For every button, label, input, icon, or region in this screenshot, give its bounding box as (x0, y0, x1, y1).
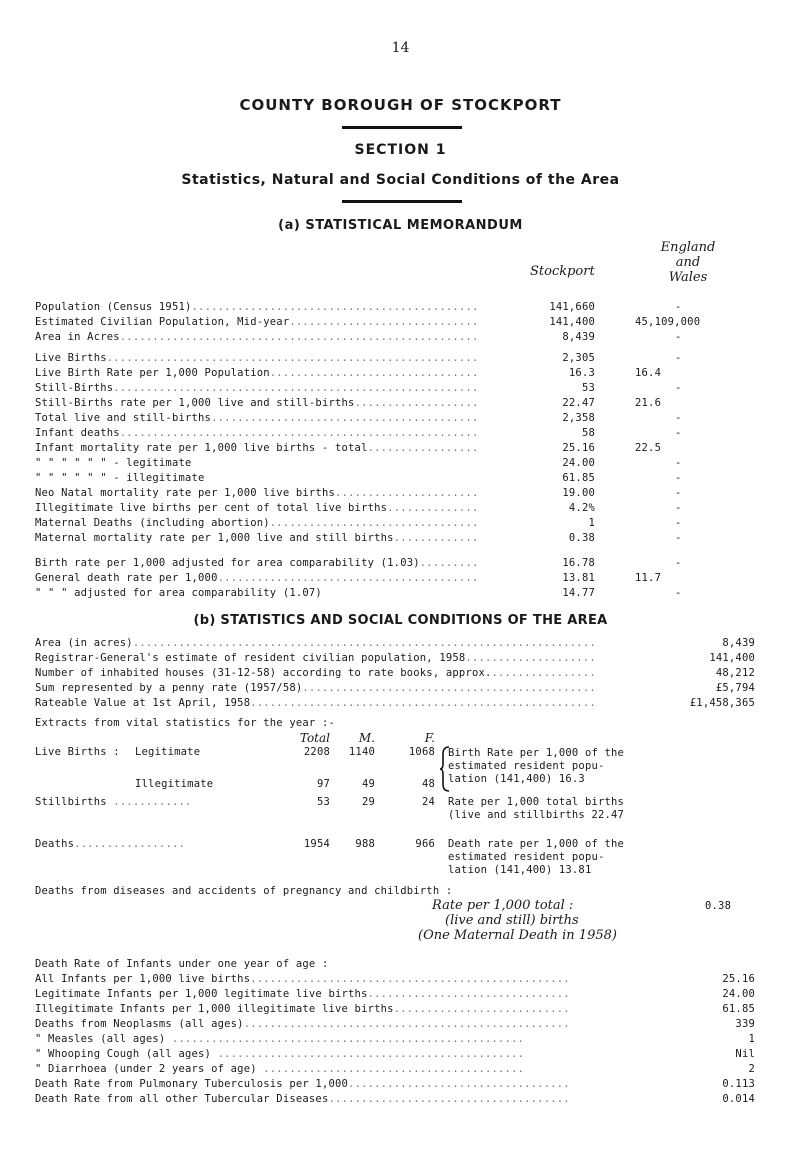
stockport-value: 24.00 (562, 457, 595, 469)
row-label: Registrar-General's estimate of resident civilian population, 1958.................... (35, 652, 596, 664)
infant-row (35, 1063, 755, 1077)
row-label: Area (in acres)....................................................................... (35, 637, 596, 649)
deaths-total: 1954 (303, 838, 330, 850)
row-label: Death Rate from all other Tubercular Diseases..................................... (35, 1093, 570, 1105)
page-number: 14 (391, 40, 410, 56)
england-value: - (675, 352, 682, 364)
row-label: Illegitimate Infants per 1,000 illegitimate live births........................... (35, 1003, 570, 1015)
england-value: - (675, 412, 682, 424)
memo-row (35, 316, 755, 330)
stockport-value: 2,358 (562, 412, 595, 424)
pregnancy-rate-value: 0.38 (705, 900, 732, 912)
stillbirths-label: Stillbirths ............ (35, 796, 192, 808)
infant-row (35, 973, 755, 987)
still-m: 29 (361, 796, 375, 808)
england-value: - (675, 427, 682, 439)
memo-label: " " " " " " - illegitimate (35, 472, 205, 484)
col-f: F. (424, 731, 435, 745)
subtitle-rule (342, 200, 462, 203)
col-stockport: Stockport (530, 264, 595, 279)
england-value: 45,109,000 (635, 316, 701, 328)
row-value: 25.16 (722, 973, 755, 985)
pregnancy-line-3: (One Maternal Death in 1958) (418, 928, 617, 943)
row-label: Number of inhabited houses (31-12-58) according to rate books, approx................. (35, 667, 596, 679)
stockport-value: 16.78 (562, 557, 595, 569)
infant-row (35, 1078, 755, 1092)
england-value: - (675, 382, 682, 394)
memo-label: Infant mortality rate per 1,000 live births - total................. (35, 442, 479, 454)
stockport-value: 0.38 (568, 532, 595, 544)
note-death-rate: Death rate per 1,000 of the estimated resident popu- lation (141,400) 13.81 (448, 838, 625, 876)
stockport-value: 1 (588, 517, 595, 529)
england-value: - (675, 301, 682, 313)
illegitimate-label: Illegitimate (135, 778, 214, 790)
memo-label: Neo Natal mortality rate per 1,000 live births...................... (35, 487, 479, 499)
row-value: 0.113 (722, 1078, 755, 1090)
england-value: 22.5 (635, 442, 662, 454)
memo-row (35, 557, 755, 571)
memo-label: Infant deaths....................................................... (35, 427, 479, 439)
row-label: Deaths from Neoplasms (all ages).................................................. (35, 1018, 570, 1030)
infant-row (35, 1093, 755, 1107)
col-england-3: Wales (668, 270, 708, 285)
legit-m: 1140 (348, 746, 375, 758)
extract-row-stillbirths (0, 796, 801, 810)
memo-row (35, 587, 755, 601)
memo-label: Total live and still-births......................................... (35, 412, 479, 424)
memo-row (35, 487, 755, 501)
memo-label: Illegitimate live births per cent of total live births.............. (35, 502, 479, 514)
live-births-label: Live Births : (35, 746, 120, 758)
stockport-value: 141,660 (549, 301, 595, 313)
section-heading: SECTION 1 (354, 142, 447, 158)
infant-row (35, 1003, 755, 1017)
infant-row (35, 1033, 755, 1047)
deaths-m: 988 (355, 838, 375, 850)
memo-label: Still-Births rate per 1,000 live and still-births................... (35, 397, 479, 409)
memo-label: Maternal mortality rate per 1,000 live and still births............. (35, 532, 479, 544)
memo-label: Population (Census 1951)............................................ (35, 301, 479, 313)
row-label: " Measles (all ages) ...................................................... (35, 1033, 525, 1045)
extracts-intro: Extracts from vital statistics for the year :- (35, 717, 335, 729)
memo-label: General death rate per 1,000........................................ (35, 572, 479, 584)
page-title: COUNTY BOROUGH OF STOCKPORT (239, 96, 562, 114)
row-value: 48,212 (715, 667, 755, 679)
row-value: £5,794 (715, 682, 755, 694)
extract-row-deaths (0, 838, 801, 852)
memo-label: " " " " " " - legitimate (35, 457, 192, 469)
extract-row-illegitimate (0, 778, 801, 792)
row-value: 0.014 (722, 1093, 755, 1105)
memo-row (35, 517, 755, 531)
infant-row (35, 988, 755, 1002)
memo-row (35, 427, 755, 441)
pregnancy-line-2: (live and still) births (445, 913, 579, 928)
memo-row (35, 382, 755, 396)
deaths-label: Deaths................. (35, 838, 186, 850)
memo-row (35, 502, 755, 516)
memo-row (35, 472, 755, 486)
still-f: 24 (421, 796, 435, 808)
stockport-value: 53 (581, 382, 595, 394)
memo-label: Live Birth Rate per 1,000 Population................................ (35, 367, 479, 379)
memo-row (35, 367, 755, 381)
part-b-row (35, 652, 755, 666)
memo-row (35, 331, 755, 345)
infant-row (35, 1018, 755, 1032)
row-label: Death Rate from Pulmonary Tuberculosis per 1,000.................................. (35, 1078, 570, 1090)
stockport-value: 14.77 (562, 587, 595, 599)
memo-label: Maternal Deaths (including abortion)................................ (35, 517, 479, 529)
memo-row (35, 572, 755, 586)
legitimate-label: Legitimate (135, 746, 201, 758)
stockport-value: 19.00 (562, 487, 595, 499)
note-birth-rate: Birth Rate per 1,000 of the estimated resident popu- lation (141,400) 16.3 (448, 747, 625, 785)
row-value: 339 (735, 1018, 755, 1030)
england-value: - (675, 502, 682, 514)
part-a-heading: (a) STATISTICAL MEMORANDUM (278, 218, 523, 233)
row-value: 8,439 (722, 637, 755, 649)
england-value: - (675, 557, 682, 569)
col-england-2: and (675, 255, 701, 270)
note-stillbirth-rate: Rate per 1,000 total births (live and stillbirths 22.47 (448, 796, 625, 821)
col-england-1: England (660, 240, 716, 255)
england-value: 16.4 (635, 367, 662, 379)
illegit-total: 97 (316, 778, 330, 790)
stockport-value: 2,305 (562, 352, 595, 364)
row-label: Legitimate Infants per 1,000 legitimate live births............................... (35, 988, 570, 1000)
england-value: - (675, 457, 682, 469)
part-b-row (35, 697, 755, 711)
extract-row-legitimate (0, 746, 801, 760)
england-value: - (675, 472, 682, 484)
england-value: 11.7 (635, 572, 662, 584)
row-label: " Whooping Cough (all ages) ............................................... (35, 1048, 525, 1060)
row-label: " Diarrhoea (under 2 years of age) ........................................ (35, 1063, 525, 1075)
row-value: Nil (735, 1048, 755, 1060)
row-value: 24.00 (722, 988, 755, 1000)
stockport-value: 61.85 (562, 472, 595, 484)
row-value: 61.85 (722, 1003, 755, 1015)
memo-row (35, 301, 755, 315)
title-rule (342, 126, 462, 129)
part-b-row (35, 637, 755, 651)
england-value: - (675, 487, 682, 499)
row-label: All Infants per 1,000 live births................................................. (35, 973, 570, 985)
memo-label: Still-Births........................................................ (35, 382, 479, 394)
memo-row (35, 532, 755, 546)
illegit-f: 48 (421, 778, 435, 790)
section-subtitle: Statistics, Natural and Social Conditions of the Area (181, 172, 620, 188)
deaths-f: 966 (415, 838, 435, 850)
memo-row (35, 457, 755, 471)
england-value: - (675, 517, 682, 529)
memo-row (35, 397, 755, 411)
england-value: - (675, 331, 682, 343)
row-label: Sum represented by a penny rate (1957/58)............................................. (35, 682, 596, 694)
row-value: £1,458,365 (689, 697, 755, 709)
stockport-value: 141,400 (549, 316, 595, 328)
england-value: 21.6 (635, 397, 662, 409)
pregnancy-line: Deaths from diseases and accidents of pregnancy and childbirth : (35, 885, 453, 897)
stockport-value: 25.16 (562, 442, 595, 454)
stockport-value: 8,439 (562, 331, 595, 343)
stockport-value: 4.2% (568, 502, 595, 514)
pregnancy-rate-label: Rate per 1,000 total : (432, 898, 574, 913)
illegit-m: 49 (361, 778, 375, 790)
memo-row (35, 352, 755, 366)
infant-row (35, 1048, 755, 1062)
row-value: 141,400 (709, 652, 755, 664)
legit-total: 2208 (303, 746, 330, 758)
legit-f: 1068 (408, 746, 435, 758)
row-value: 2 (748, 1063, 755, 1075)
memo-row (35, 442, 755, 456)
part-b-heading: (b) STATISTICS AND SOCIAL CONDITIONS OF THE AREA (193, 613, 608, 628)
col-total: Total (299, 731, 330, 745)
england-value: - (675, 587, 682, 599)
row-value: 1 (748, 1033, 755, 1045)
memo-label: Live Births......................................................... (35, 352, 479, 364)
part-b-row (35, 667, 755, 681)
part-b-row (35, 682, 755, 696)
still-total: 53 (316, 796, 330, 808)
memo-label: Estimated Civilian Population, Mid-year............................. (35, 316, 479, 328)
memo-row (35, 412, 755, 426)
england-value: - (675, 532, 682, 544)
stockport-value: 13.81 (562, 572, 595, 584)
stockport-value: 16.3 (568, 367, 595, 379)
stockport-value: 58 (581, 427, 595, 439)
memo-label: " " " adjusted for area comparability (1.07) (35, 587, 322, 599)
memo-label: Birth rate per 1,000 adjusted for area comparability (1.03)......... (35, 557, 479, 569)
memo-label: Area in Acres....................................................... (35, 331, 479, 343)
col-m: M. (358, 731, 375, 745)
row-label: Rateable Value at 1st April, 1958..................................................... (35, 697, 596, 709)
infant-heading: Death Rate of Infants under one year of age : (35, 958, 329, 970)
stockport-value: 22.47 (562, 397, 595, 409)
